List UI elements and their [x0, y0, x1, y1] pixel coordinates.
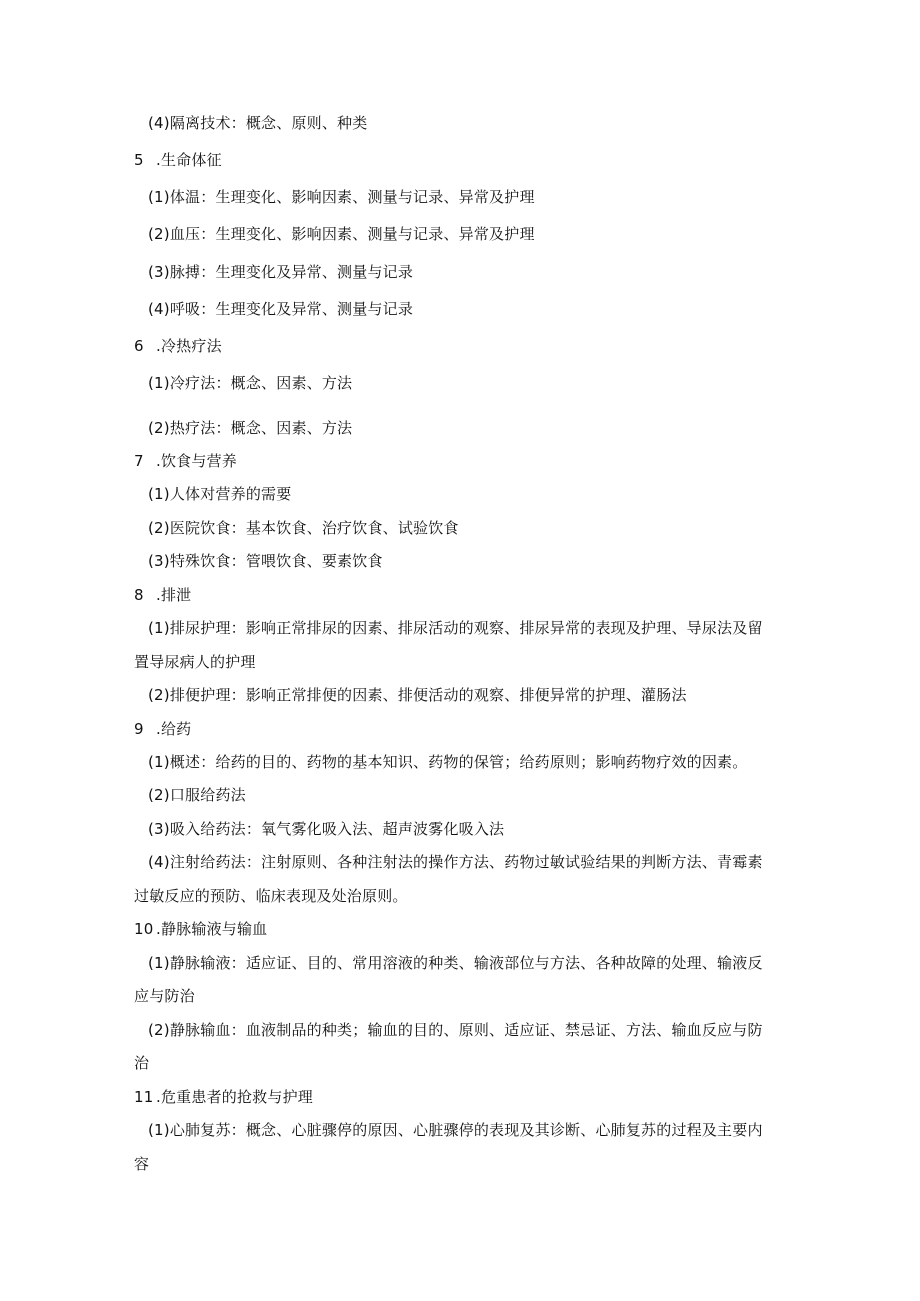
section-title: .生命体征: [156, 151, 222, 169]
list-item: (1)心肺复苏：概念、心脏骤停的原因、心脏骤停的表现及其诊断、心肺复苏的过程及主要内: [148, 1121, 763, 1139]
section-number: 5: [134, 151, 144, 169]
list-item: (2)血压：生理变化、影响因素、测量与记录、异常及护理: [148, 225, 535, 243]
list-item: (3)吸入给药法：氧气雾化吸入法、超声波雾化吸入法: [148, 820, 505, 838]
list-item: (1)冷疗法：概念、因素、方法: [148, 374, 353, 392]
section-heading-11: [134, 1087, 313, 1107]
list-item: (2)医院饮食：基本饮食、治疗饮食、试验饮食: [148, 519, 459, 537]
section-number: 6: [134, 337, 144, 355]
section-title: .危重患者的抢救与护理: [156, 1088, 313, 1106]
list-item-continuation: 容: [134, 1155, 150, 1173]
list-item: (2)口服给药法: [148, 786, 246, 804]
section-heading-8: [134, 585, 191, 605]
list-item-isolation: (4)隔离技术：概念、原则、种类: [148, 114, 368, 132]
list-item: (2)热疗法：概念、因素、方法: [148, 419, 353, 437]
section-number: 7: [134, 452, 144, 470]
section-number: 8: [134, 586, 144, 604]
list-item-continuation: 过敏反应的预防、临床表现及处治原则。: [134, 887, 408, 905]
list-item: (1)概述：给药的目的、药物的基本知识、药物的保管；给药原则；影响药物疗效的因素。: [148, 753, 748, 771]
section-title: .冷热疗法: [156, 337, 222, 355]
list-item-continuation: 治: [134, 1054, 150, 1072]
section-heading-5: [134, 150, 222, 170]
section-heading-6: [134, 336, 222, 356]
list-item: (4)注射给药法：注射原则、各种注射法的操作方法、药物过敏试验结果的判断方法、青霉素: [148, 853, 763, 871]
section-title: .静脉输液与输血: [156, 920, 268, 938]
section-number: 11: [134, 1088, 154, 1106]
section-title: .排泄: [156, 586, 192, 604]
list-item: (1)排尿护理：影响正常排尿的因素、排尿活动的观察、排尿异常的表现及护理、导尿法及留: [148, 619, 763, 637]
section-heading-9: [134, 719, 191, 739]
section-number: 10: [134, 920, 154, 938]
list-item: (3)特殊饮食：管喂饮食、要素饮食: [148, 552, 383, 570]
section-title: .饮食与营养: [156, 452, 237, 470]
section-heading-10: [134, 919, 267, 939]
list-item-continuation: 应与防治: [134, 987, 195, 1005]
list-item: (1)静脉输液：适应证、目的、常用溶液的种类、输液部位与方法、各种故障的处理、输液反: [148, 954, 763, 972]
list-item: (2)静脉输血：血液制品的种类；输血的目的、原则、适应证、禁忌证、方法、输血反应与防: [148, 1021, 763, 1039]
list-item: (1)体温：生理变化、影响因素、测量与记录、异常及护理: [148, 188, 535, 206]
list-item: (1)人体对营养的需要: [148, 485, 292, 503]
section-heading-7: [134, 451, 237, 471]
list-item: (3)脉搏：生理变化及异常、测量与记录: [148, 263, 414, 281]
list-item: (4)呼吸：生理变化及异常、测量与记录: [148, 300, 414, 318]
list-item: (2)排便护理：影响正常排便的因素、排便活动的观察、排便异常的护理、灌肠法: [148, 686, 687, 704]
list-item-continuation: 置导尿病人的护理: [134, 653, 256, 671]
section-title: .给药: [156, 720, 192, 738]
section-number: 9: [134, 720, 144, 738]
